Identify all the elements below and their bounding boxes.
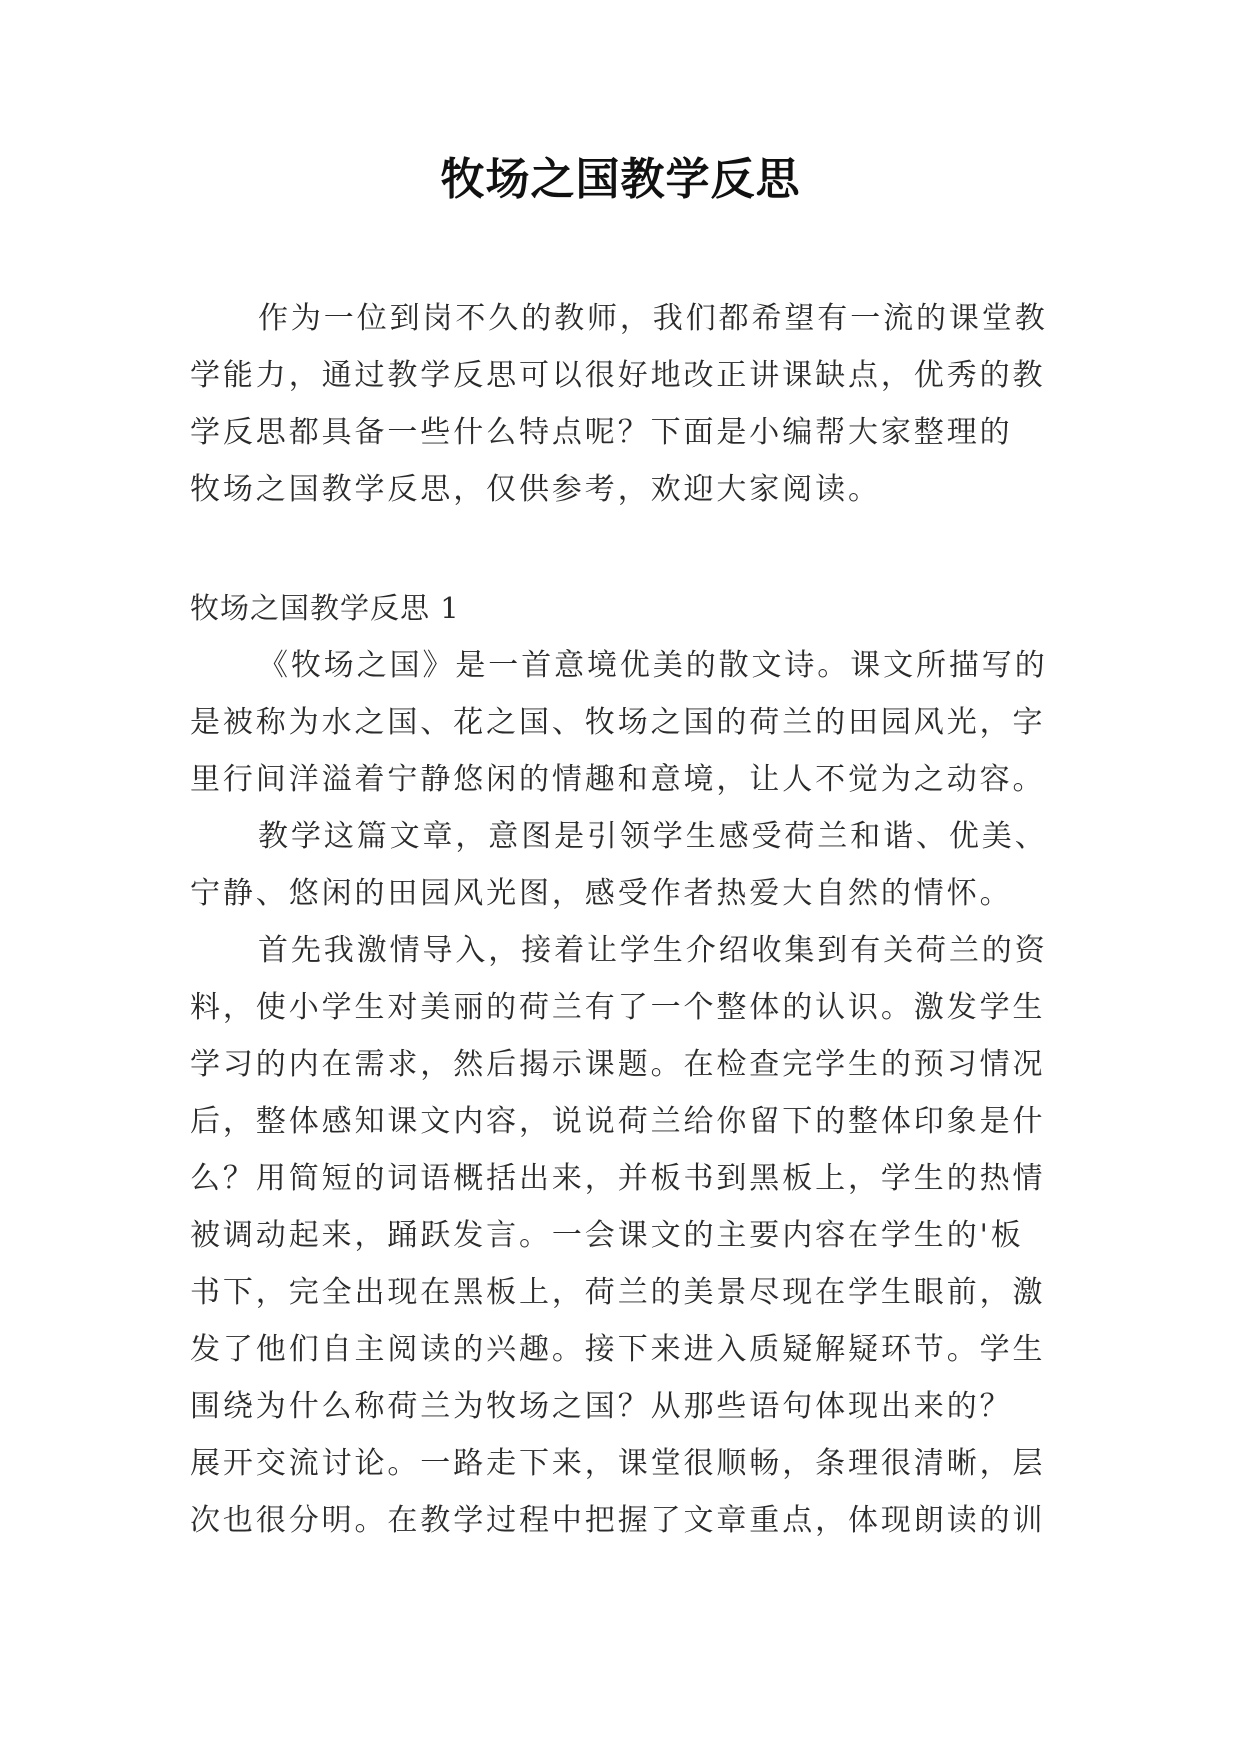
body-line: 首先我激情导入，接着让学生介绍收集到有关荷兰的资 <box>258 933 1048 968</box>
body-line: 次也很分明。在教学过程中把握了文章重点，体现朗读的训 <box>190 1503 1046 1538</box>
body-line: 后，整体感知课文内容，说说荷兰给你留下的整体印象是什 <box>190 1104 1046 1139</box>
body-line: 学习的内在需求，然后揭示课题。在检查完学生的预习情况 <box>190 1047 1046 1082</box>
section-1 <box>190 580 1060 1549</box>
body-line: 教学这篇文章，意图是引领学生感受荷兰和谐、优美、 <box>258 819 1048 854</box>
intro-line: 学反思都具备一些什么特点呢？下面是小编帮大家整理的 <box>190 415 1013 450</box>
body-line: 是被称为水之国、花之国、牧场之国的荷兰的田园风光，字 <box>190 705 1046 740</box>
body-line: 被调动起来，踊跃发言。一会课文的主要内容在学生的'板 <box>190 1218 1024 1253</box>
intro-line: 牧场之国教学反思，仅供参考，欢迎大家阅读。 <box>190 472 881 507</box>
body-line: 书下，完全出现在黑板上，荷兰的美景尽现在学生眼前，激 <box>190 1275 1046 1310</box>
body-line: 发了他们自主阅读的兴趣。接下来进入质疑解疑环节。学生 <box>190 1332 1046 1367</box>
body-line: 宁静、悠闲的田园风光图，感受作者热爱大自然的情怀。 <box>190 876 1013 911</box>
body-line: 展开交流讨论。一路走下来，课堂很顺畅，条理很清晰，层 <box>190 1446 1046 1481</box>
body-line: 《牧场之国》是一首意境优美的散文诗。课文所描写的 <box>258 648 1048 683</box>
body-line: 里行间洋溢着宁静悠闲的情趣和意境，让人不觉为之动容。 <box>190 762 1046 797</box>
body-line: 料，使小学生对美丽的荷兰有了一个整体的认识。激发学生 <box>190 990 1046 1025</box>
body-line: 围绕为什么称荷兰为牧场之国？从那些语句体现出来的？ <box>190 1389 1013 1424</box>
intro-paragraph <box>190 290 1060 518</box>
section-heading: 牧场之国教学反思 1 <box>190 591 460 625</box>
body-line: 么？用简短的词语概括出来，并板书到黑板上，学生的热情 <box>190 1161 1046 1196</box>
intro-line: 学能力，通过教学反思可以很好地改正讲课缺点，优秀的教 <box>190 358 1046 393</box>
intro-line: 作为一位到岗不久的教师，我们都希望有一流的课堂教 <box>258 301 1048 336</box>
document-title: 牧场之国教学反思 <box>440 154 801 205</box>
